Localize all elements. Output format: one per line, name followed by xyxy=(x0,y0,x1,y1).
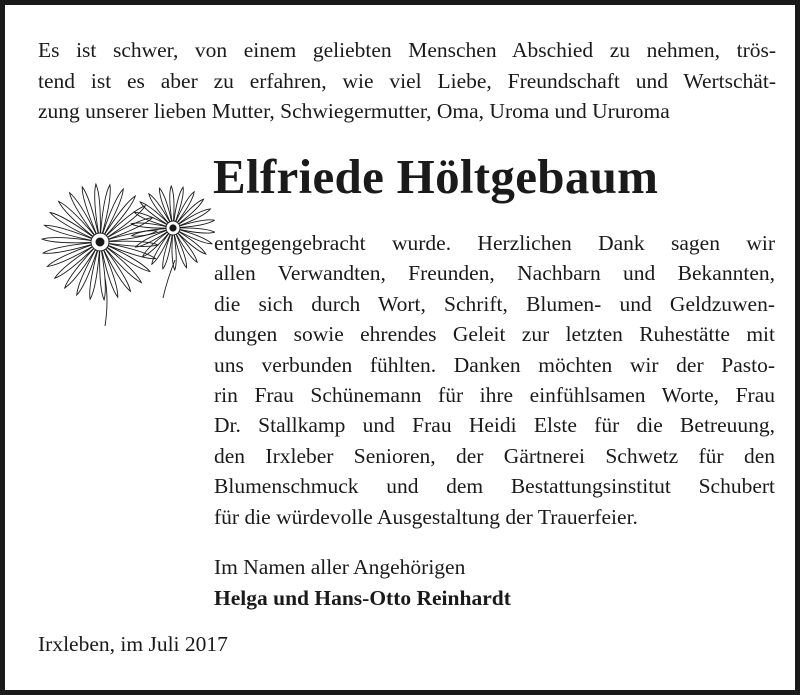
signers-line: Helga und Hans-Otto Reinhardt xyxy=(214,585,511,610)
body-line: uns verbunden fühlten. Danken möchten wir der Pasto- xyxy=(214,352,775,377)
body-line: allen Verwandten, Freunden, Nachbarn und Bekannten, xyxy=(214,261,775,286)
petal xyxy=(179,209,211,226)
place-date: Irxleben, im Juli 2017 xyxy=(38,632,228,656)
petal xyxy=(100,251,106,300)
body-line: dungen sowie ehrendes Geleit zur letzten Ruhestätte mit xyxy=(214,322,775,347)
intro-paragraph xyxy=(38,35,776,127)
flower-illustration-icon xyxy=(35,180,215,330)
petal xyxy=(59,201,95,236)
intro-line: tend ist es aber zu erfahren, wie viel Liebe, Freundschaft und Wertschät- xyxy=(38,68,776,93)
body-line: den Irxleber Senioren, der Gärtnerei Schwetz für den xyxy=(214,443,775,468)
body-line: Dr. Stallkamp und Frau Heidi Elste für die Betreuung, xyxy=(214,413,775,438)
thanks-paragraph xyxy=(214,228,775,532)
flower-center-dot xyxy=(170,225,176,231)
body-line: entgegengebracht wurde. Herzlichen Dank sagen wir xyxy=(214,231,775,255)
body-line: Blumenschmuck und dem Bestattungsinstitut Schubert xyxy=(214,474,775,499)
petal xyxy=(95,184,101,233)
flower-center-dot xyxy=(96,238,104,246)
petal xyxy=(180,228,215,233)
body-line: für die würdevolle Ausgestaltung der Trauerfeier. xyxy=(214,504,638,529)
deceased-name: Elfriede Höltgebaum xyxy=(213,149,659,204)
closing-block xyxy=(214,552,511,613)
intro-line: zung unserer lieben Mutter, Schwiegermutter, Oma, Uroma und Ururoma xyxy=(38,99,670,123)
body-line: die sich durch Wort, Schrift, Blumen- und Geldzuwen- xyxy=(214,291,775,316)
body-line: rin Frau Schünemann für ihre einfühlsamen Worte, Frau xyxy=(214,383,775,408)
petal xyxy=(106,248,142,283)
on-behalf-line: Im Namen aller Angehörigen xyxy=(214,555,466,579)
intro-line: Es ist schwer, von einem geliebten Menschen Abschied zu nehmen, trös- xyxy=(38,38,776,62)
petal xyxy=(136,230,168,247)
